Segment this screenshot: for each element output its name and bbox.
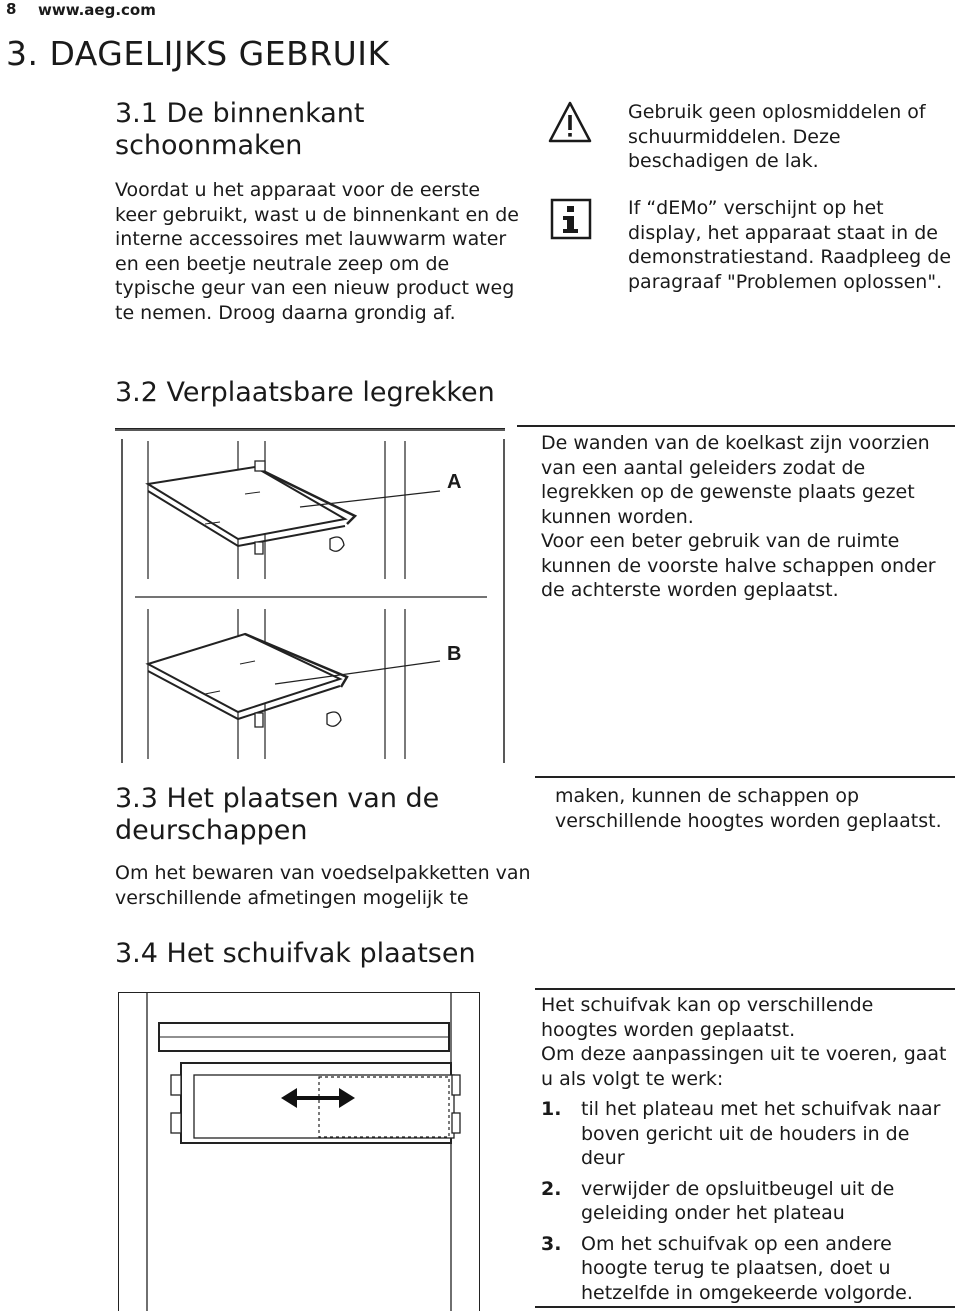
section-3-3-rule bbox=[535, 776, 955, 778]
section-3-1-body bbox=[115, 178, 520, 325]
figure-label-b: B bbox=[447, 643, 462, 665]
section-3-1-heading bbox=[115, 98, 535, 162]
step-number: 3. bbox=[541, 1232, 562, 1255]
section-3-4-rule bbox=[535, 988, 955, 990]
site-url[interactable]: www.aeg.com bbox=[38, 1, 156, 19]
step-text: Om het schuifvak op een andere hoogte terug te plaatsen, doet u hetzelfde in omgekeerde volgorde. bbox=[581, 1232, 913, 1304]
bottom-rule bbox=[535, 1306, 955, 1308]
section-3-4-intro-2: Om deze aanpassingen uit te voeren, gaat u als volgt te werk: bbox=[541, 1043, 947, 1090]
section-3-4-heading: 3.4 Het schuifvak plaatsen bbox=[115, 938, 476, 969]
warning-text: Gebruik geen oplosmiddelen of schuurmiddelen. Deze beschadigen de lak. bbox=[628, 101, 926, 172]
section-3-2-rule bbox=[517, 425, 955, 427]
info-text: If “dEMo” verschijnt op het display, het apparaat staat in de demonstratiestand. Raadpleeg de paragraaf "Problemen oplossen". bbox=[628, 197, 952, 293]
section-3-1-heading-line1: 3.1 De binnenkant bbox=[115, 98, 365, 129]
section-3-2-paragraph-2: Voor een beter gebruik van de ruimte kunnen de voorste halve schappen onder de achterste worden geplaatst. bbox=[541, 530, 936, 601]
section-3-3-heading-line2: deurschappen bbox=[115, 815, 308, 846]
step-text: verwijder de opsluitbeugel uit de geleiding onder het plateau bbox=[581, 1177, 895, 1224]
list-item bbox=[541, 1177, 951, 1226]
chapter-title: 3. DAGELIJKS GEBRUIK bbox=[6, 34, 390, 73]
section-3-2-paragraph-1: De wanden van de koelkast zijn voorzien van een aantal geleiders zodat de legrekken op de gewenste plaats gezet kunnen worden. bbox=[541, 432, 930, 528]
section-3-3-heading-line1: 3.3 Het plaatsen van de bbox=[115, 783, 440, 814]
shelf-figure bbox=[115, 428, 505, 763]
section-3-2-heading: 3.2 Verplaatsbare legrekken bbox=[115, 377, 495, 408]
page-number: 8 bbox=[6, 0, 17, 18]
step-text: til het plateau met het schuifvak naar boven gericht uit de houders in de deur bbox=[581, 1098, 941, 1169]
step-number: 2. bbox=[541, 1177, 562, 1200]
section-3-1-heading-line2: schoonmaken bbox=[115, 130, 303, 161]
list-item bbox=[541, 1097, 951, 1171]
section-3-3-body-left: Om het bewaren van voedselpakketten van verschillende afmetingen mogelijk te bbox=[115, 862, 531, 909]
section-3-2-body bbox=[541, 431, 951, 603]
steps-list bbox=[541, 1097, 951, 1305]
info-icon bbox=[548, 196, 594, 242]
section-3-3-heading bbox=[115, 783, 535, 847]
figure-label-a: A bbox=[447, 471, 462, 493]
section-3-3-body-right: maken, kunnen de schappen op verschillende hoogtes worden geplaatst. bbox=[555, 785, 942, 832]
section-3-4-intro-1: Het schuifvak kan op verschillende hoogtes worden geplaatst. bbox=[541, 994, 874, 1041]
warning-icon bbox=[547, 100, 593, 146]
list-item bbox=[541, 1232, 951, 1306]
section-3-1-paragraph: Voordat u het apparaat voor de eerste keer gebruikt, wast u de binnenkant en de interne accessoires met lauwwarm water en een beetje neutrale zeep om de typische geur van een nieuw product weg te nemen. Droog daarna grondig af. bbox=[115, 179, 519, 324]
step-number: 1. bbox=[541, 1098, 562, 1120]
section-3-4-body bbox=[541, 993, 951, 1311]
drawer-figure bbox=[118, 992, 480, 1311]
